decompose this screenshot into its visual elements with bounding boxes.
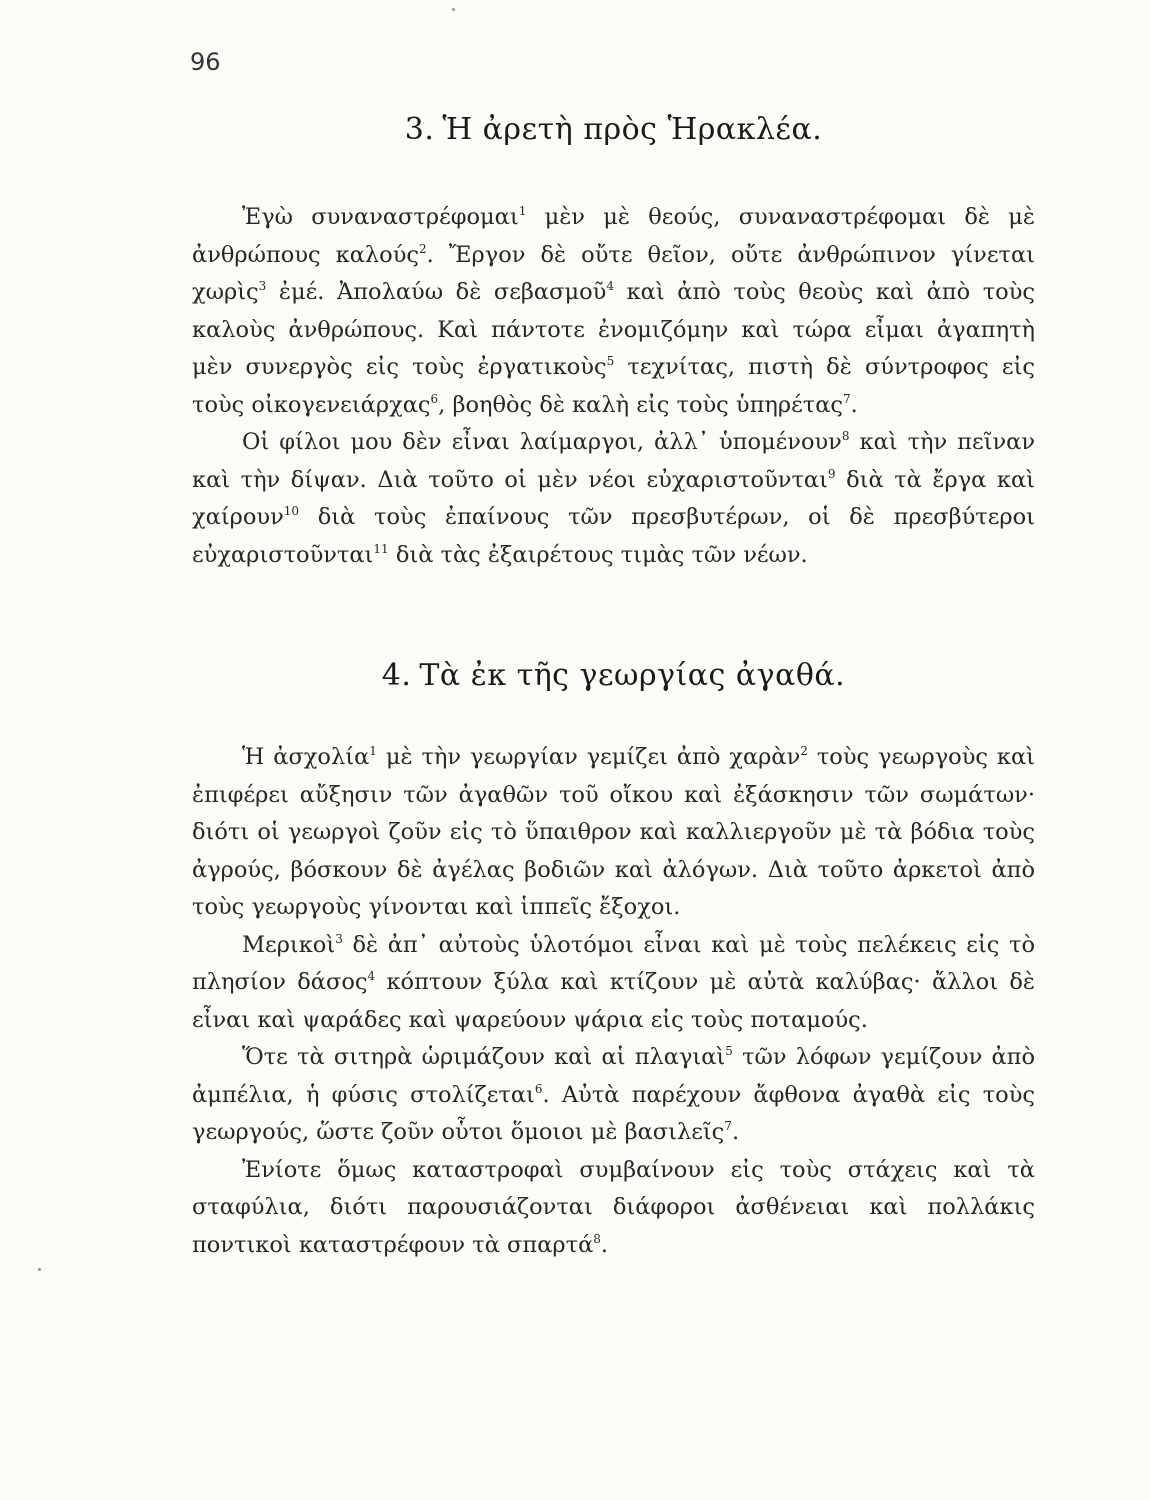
footnote-marker: 6 <box>430 391 439 406</box>
text-run: Ἐνίοτε ὅμως καταστροφαὶ συμβαίνουν εἰς τοὺς στάχεις καὶ τὰ σταφύλια, διότι παρουσιάζονται διάφοροι ἀσθένειαι καὶ πολλάκις ποντικοὶ καταστρέφουν τὰ σπαρτά <box>192 1156 1035 1258</box>
text-run: . Ἔργον δὲ οὔτε θεῖον, οὔτε ἀνθρώπινον γίνεται χωρὶς <box>192 241 1035 305</box>
text-run: . Αὐτὰ παρέχουν ἄφθονα ἀγαθὰ εἰς τοὺς γεωργούς, ὥστε ζοῦν οὗτοι ὅμοιοι μὲ βασιλεῖς <box>192 1081 1035 1145</box>
text-run: Ἐγὼ συναναστρέφομαι <box>242 204 519 230</box>
footnote-marker: 8 <box>593 1231 601 1246</box>
footnote-marker: 2 <box>800 744 808 758</box>
text-run: Ἡ ἀσχολία <box>242 744 370 770</box>
lesson-3 <box>192 112 1035 574</box>
lesson-4 <box>192 658 1035 1264</box>
footnote-marker: 9 <box>827 466 836 481</box>
text-run: μὲ τὴν γεωργίαν γεμίζει ἀπὸ χαρὰν <box>376 744 801 770</box>
text-run: διὰ τὰ ἔργα καὶ χαίρουν <box>192 466 1035 530</box>
footnote-marker: 1 <box>518 204 527 218</box>
paragraph <box>192 1152 1035 1265</box>
text-run: τῶν λόφων γεμίζουν ἀπὸ ἀμπέλια, ἡ φύσις στολίζεται <box>192 1044 1035 1108</box>
text-run: τοὺς γεωργοὺς καὶ ἐπιφέρει αὔξησιν τῶν ἀγαθῶν τοῦ οἴκου καὶ ἐξάσκησιν τῶν σωμάτων· διότι οἱ γεωργοὶ ζοῦν εἰς τὸ ὕπαιθρον καὶ καλλιεργοῦν μὲ τὰ βόδια τοὺς ἀγρούς, βόσκουν δὲ ἀγέλας βοδιῶν καὶ ἀλόγων. Διὰ τοῦτο ἀρκετοὶ ἀπὸ τοὺς γεωργοὺς γίνονται καὶ ἱππεῖς ἔξοχοι. <box>192 744 1035 920</box>
text-run: . <box>850 391 858 418</box>
ink-speck <box>452 8 455 11</box>
lesson-4-number: 4. <box>381 658 412 693</box>
footnote-marker: 7 <box>843 391 851 406</box>
text-run: . <box>731 1119 740 1145</box>
footnote-marker: 3 <box>335 931 343 946</box>
lesson-3-number: 3. <box>404 112 435 147</box>
paragraph <box>192 424 1035 574</box>
text-run: Μερικοὶ <box>242 931 336 958</box>
footnote-marker: 8 <box>841 429 850 443</box>
lesson-4-title-text: Τὰ ἐκ τῆς γεωργίας ἀγαθά. <box>419 658 846 693</box>
paragraph <box>192 927 1035 1040</box>
footnote-marker: 5 <box>606 354 615 368</box>
paragraph <box>192 199 1035 424</box>
footnote-marker: 4 <box>606 279 614 293</box>
text-run: Ὅτε τὰ σιτηρὰ ὡριμάζουν καὶ αἱ πλαγιαὶ <box>242 1044 726 1070</box>
footnote-marker: 1 <box>369 744 377 758</box>
text-run: δὲ ἀπ᾽ αὐτοὺς ὑλοτόμοι εἶναι καὶ μὲ τοὺς πελέκεις εἰς τὸ πλησίον δάσος <box>192 931 1035 995</box>
footnote-marker: 4 <box>367 969 376 983</box>
paragraph <box>192 1039 1035 1152</box>
footnote-marker: 10 <box>283 504 300 518</box>
paragraph <box>192 739 1035 927</box>
text-run: ἐμέ. Ἀπολαύω δὲ σεβασμοῦ <box>266 279 607 305</box>
footnote-marker: 3 <box>258 279 267 293</box>
lesson-3-title <box>192 112 1035 147</box>
lesson-3-title-text: Ἡ ἀρετὴ πρὸς Ἡρακλέα. <box>442 112 823 147</box>
text-run: , βοηθὸς δὲ καλὴ εἰς τοὺς ὑπηρέτας <box>438 391 843 418</box>
lesson-3-body <box>192 199 1035 574</box>
text-run: καὶ τὴν πεῖναν καὶ τὴν δίψαν. Διὰ τοῦτο οἱ μὲν νέοι εὐχαριστοῦνται <box>192 429 1035 493</box>
footnote-marker: 5 <box>725 1044 733 1058</box>
ink-speck <box>38 1268 41 1271</box>
footnote-marker: 11 <box>373 541 389 556</box>
text-run: τεχνίτας, πιστὴ δὲ σύντροφος εἰς τοὺς οἰκογενειάρχας <box>192 354 1036 418</box>
text-run: καὶ ἀπὸ τοὺς θεοὺς καὶ ἀπὸ τοὺς καλοὺς ἀνθρώπους. Καὶ πάντοτε ἐνομιζόμην καὶ τώρα εἶμαι ἀγαπητὴ μὲν συνεργὸς εἰς τοὺς ἐργατικοὺς <box>192 279 1035 380</box>
page-number: 96 <box>190 48 221 76</box>
footnote-marker: 7 <box>724 1119 732 1133</box>
text-run: διὰ τὰς ἐξαιρέτους τιμὰς τῶν νέων. <box>388 541 808 568</box>
footnote-marker: 6 <box>534 1081 543 1096</box>
text-run: Οἱ φίλοι μου δὲν εἶναι λαίμαργοι, ἀλλ᾽ ὑπομένουν <box>242 429 842 455</box>
text-run: διὰ τοὺς ἐπαίνους τῶν πρεσβυτέρων, οἱ δὲ πρεσβύτεροι εὐχαριστοῦνται <box>192 504 1035 568</box>
text-run: . <box>600 1231 609 1258</box>
text-run: κόπτουν ξύλα καὶ κτίζουν μὲ αὐτὰ καλύβας· ἄλλοι δὲ εἶναι καὶ ψαράδες καὶ ψαρεύουν ψάρια εἰς τοὺς ποταμούς. <box>192 969 1035 1033</box>
text-run: μὲν μὲ θεούς, συναναστρέφομαι δὲ μὲ ἀνθρώπους καλούς <box>192 204 1035 268</box>
footnote-marker: 2 <box>419 241 427 256</box>
lesson-4-title <box>192 658 1035 693</box>
lesson-4-body <box>192 739 1035 1264</box>
